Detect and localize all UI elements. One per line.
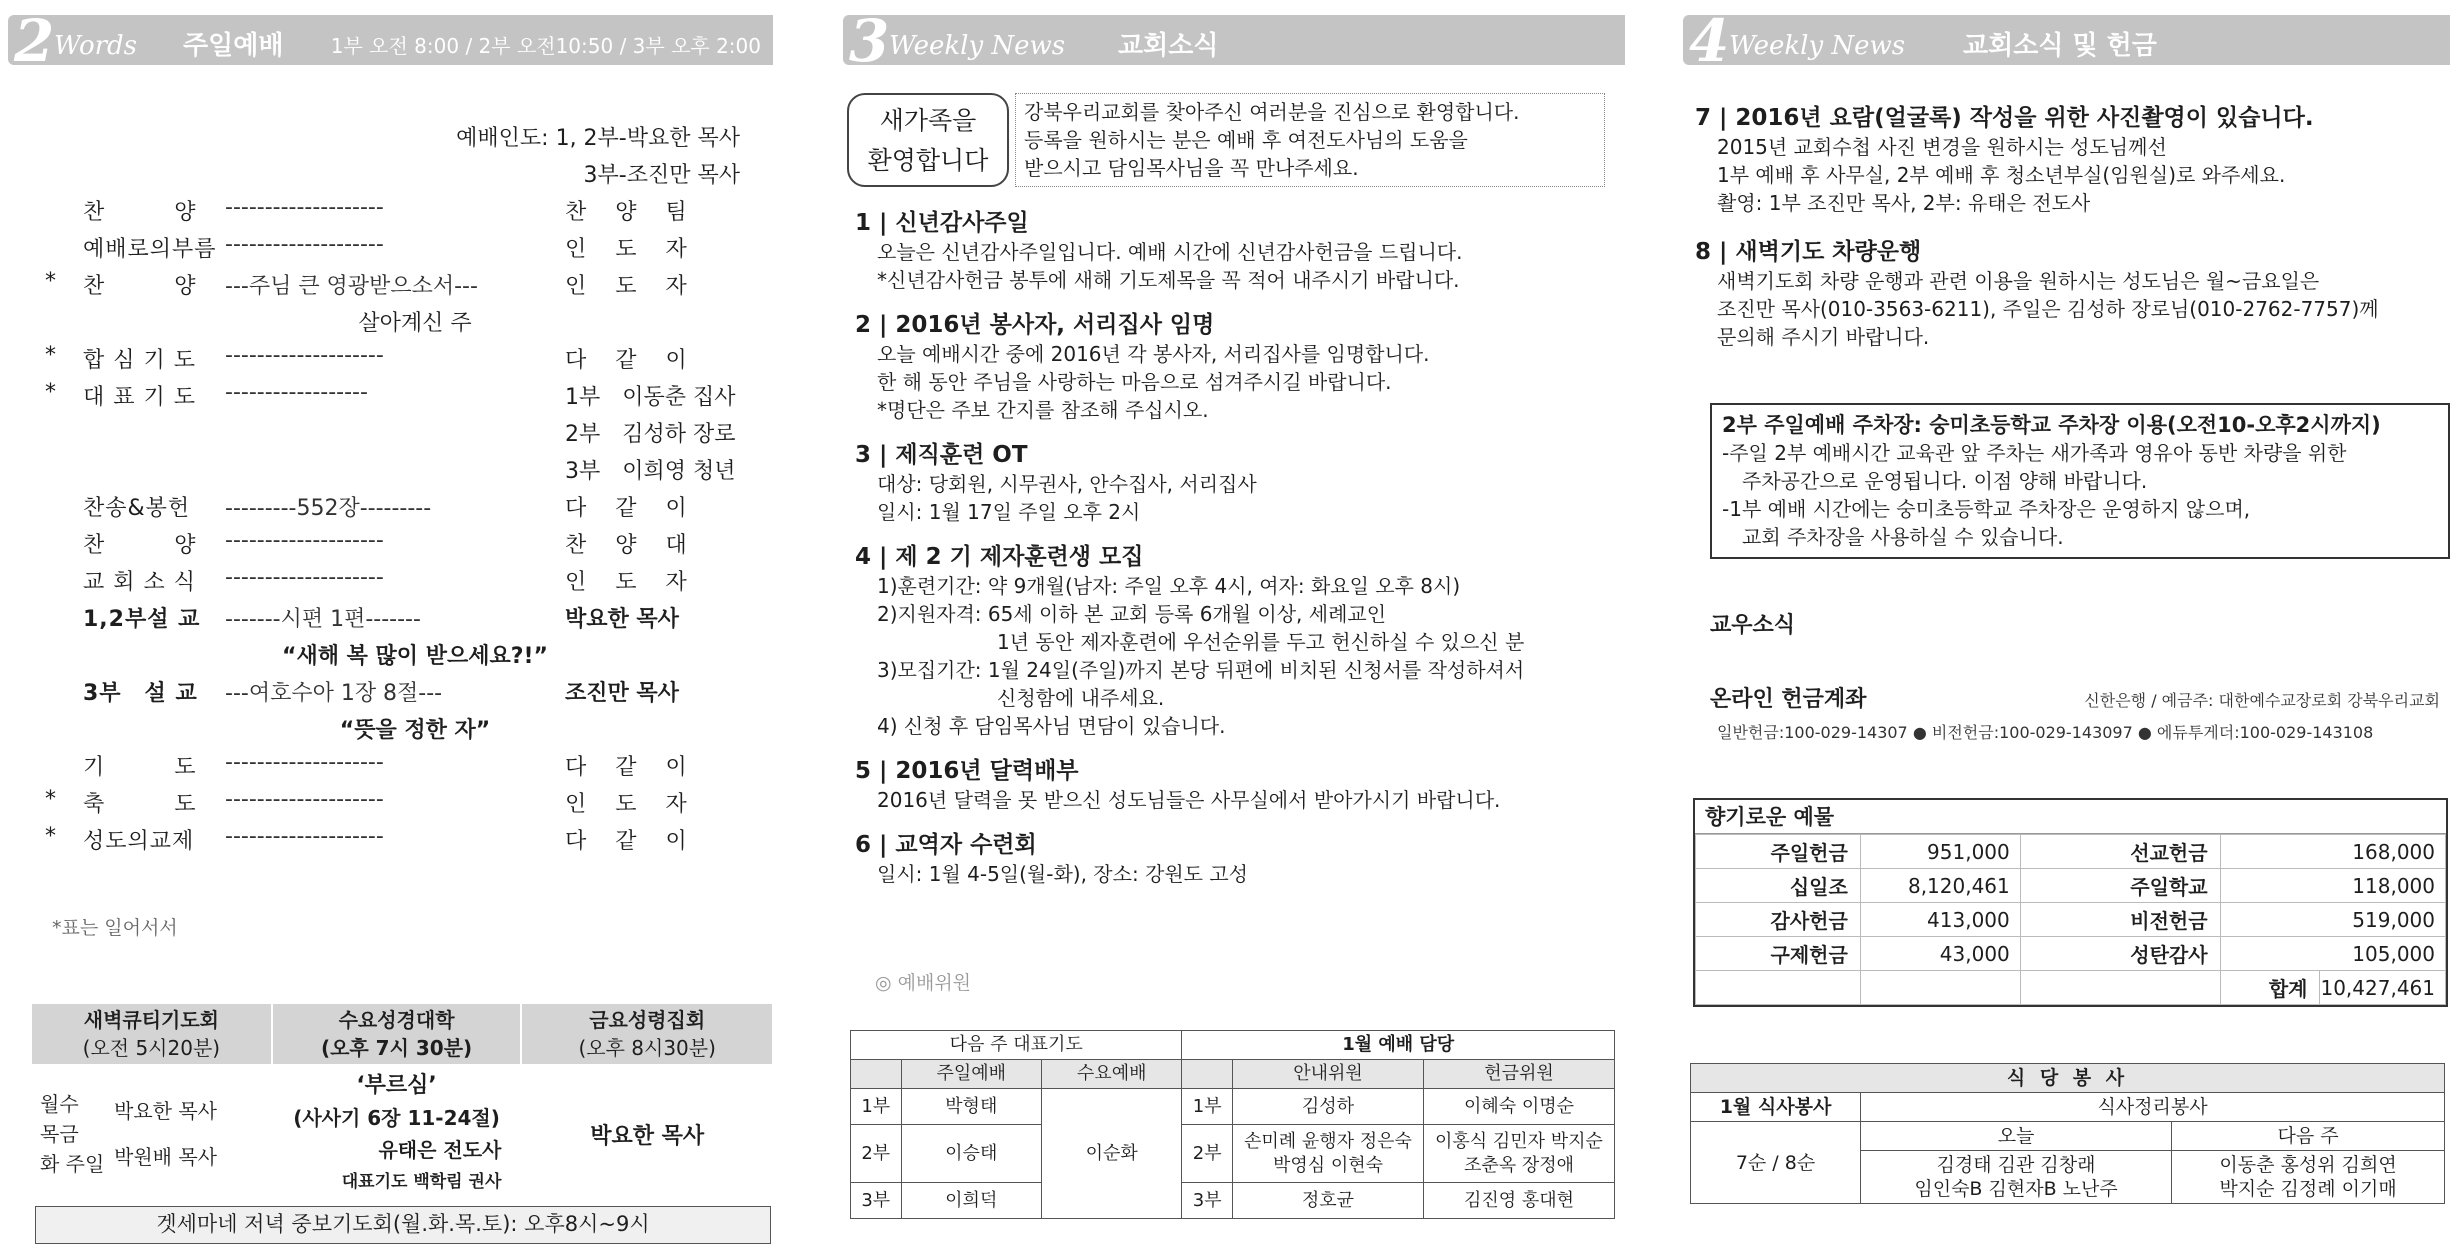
offering-label: 감사헌금 [1696, 903, 1861, 937]
order-item-detail: ---여호수아 1장 8절--- [225, 681, 443, 706]
order-item-name: 3부 설 교 [83, 681, 198, 706]
order-row [45, 565, 745, 602]
news-body-line: *명단은 주보 간지를 참조해 주십시오. [877, 398, 1209, 422]
stand-marker: * [45, 380, 56, 405]
offering-amount: 105,000 [2220, 937, 2445, 971]
news-body-line: 일시: 1월 17일 주일 오후 2시 [877, 500, 1141, 524]
friday-meeting-cell: 박요한 목사 [590, 1123, 705, 1149]
offering-amount: 519,000 [2220, 903, 2445, 937]
order-item-detail: -------------------- [225, 343, 384, 368]
order-item-name: 예배로의부름 [83, 237, 217, 262]
offering-amount: 168,000 [2220, 835, 2445, 869]
page-number: 2 [14, 15, 55, 65]
news-body-line: 2)지원자격: 65세 이하 본 교회 등록 6개월 이상, 세례교인 [877, 602, 1387, 626]
header-title: 주일예배 [183, 31, 284, 61]
header-word: Words [54, 31, 138, 61]
bank-info: 신한은행 / 예금주: 대한예수교장로회 강북우리교회 [2084, 691, 2440, 710]
service-times: 1부 오전 8:00 / 2부 오전10:50 / 3부 오후 2:00 [330, 34, 761, 58]
order-item-leader: 인 도 자 [565, 570, 687, 595]
order-item-leader: 찬 양 팀 [565, 200, 687, 225]
news-item [855, 756, 1615, 814]
order-item-leader: 다 같 이 [565, 496, 687, 521]
section-label: ◎ 예배위원 [875, 972, 972, 994]
news-body-line: 일시: 1월 4-5일(월-화), 장소: 강원도 고성 [877, 862, 1248, 886]
order-item-name: 찬 양 [83, 533, 197, 558]
member-news-title: 교우소식 [1710, 613, 1796, 638]
offering-label: 비전헌금 [2020, 903, 2220, 937]
order-item-detail: -------------------- [225, 787, 384, 812]
news-body-line: 2016년 달력을 못 받으신 성도님들은 사무실에서 받아가시기 바랍니다. [877, 788, 1501, 812]
total-amount: 10,427,461 [2320, 971, 2446, 1005]
order-row [45, 454, 745, 491]
order-item-detail: ---------552장--------- [225, 496, 432, 521]
news-body-line: 3)모집기간: 1월 24일(주일)까지 본당 뒤편에 비치된 신청서를 작성하셔서 [877, 658, 1525, 682]
order-item-name: 찬 양 [83, 274, 197, 299]
page-number: 4 [1689, 15, 1730, 65]
stand-marker: * [45, 824, 56, 849]
order-item-leader: 인 도 자 [565, 237, 687, 262]
order-row [45, 343, 745, 380]
offering-label: 성탄감사 [2020, 937, 2220, 971]
order-item-name: 교 회 소 식 [83, 570, 196, 595]
table-row [1696, 903, 2446, 937]
news-item [1695, 237, 2455, 351]
news-title: 5 | 2016년 달력배부 [855, 758, 1079, 784]
news-title: 8 | 새벽기도 차량운행 [1695, 239, 1922, 265]
order-item-leader: 조진만 목사 [565, 681, 679, 706]
kitchen-service-table: 식 당 봉 사 1월 식사봉사 식사정리봉사 7순 / 8순 오늘 다음 주 김경태 김관 김창래 임인숙B 김현자B 노난주 이동춘 홍성위 김희연 박지순 김정례 이기매 [1690, 1063, 2445, 1204]
order-item-leader: 다 같 이 [565, 829, 687, 854]
order-item-name: 찬송&봉헌 [83, 496, 191, 521]
meeting-header: 금요성령집회 (오후 8시30분) [521, 1004, 773, 1064]
order-item-name: 성도의교제 [83, 829, 195, 854]
news-body-line: 오늘 예배시간 중에 2016년 각 봉사자, 서리집사를 임명합니다. [877, 342, 1430, 366]
offering-amount: 118,000 [2220, 869, 2445, 903]
offering-label: 선교헌금 [2020, 835, 2220, 869]
news-body-line: 4) 신청 후 담임목사님 면담이 있습니다. [877, 714, 1226, 738]
news-body-line: 2015년 교회수첩 사진 변경을 원하시는 성도님께선 [1717, 135, 2167, 159]
news-body-line: 문의해 주시기 바랍니다. [1717, 325, 1930, 349]
order-item-name: 찬 양 [83, 200, 197, 225]
news-body-line: 한 해 동안 주님을 사랑하는 마음으로 섬겨주시길 바랍니다. [877, 370, 1392, 394]
order-item-leader: 인 도 자 [565, 792, 687, 817]
roster-title: 다음 주 대표기도 [851, 1031, 1182, 1060]
news-item [855, 440, 1615, 526]
order-item-name: 기 도 [83, 755, 197, 780]
page-2-worship [0, 0, 780, 1256]
order-subtitle: “새해 복 많이 받으세요?!” [282, 644, 548, 669]
news-body-line: *신년감사헌금 봉투에 새해 기도제목을 꼭 적어 내주시기 바랍니다. [877, 268, 1460, 292]
news-item [855, 830, 1615, 888]
order-item-detail: ---주님 큰 영광받으소서--- [225, 274, 478, 299]
order-row [45, 787, 745, 824]
order-item-leader: 박요한 목사 [565, 607, 679, 632]
welcome-message: 강북우리교회를 찾아주신 여러분을 진심으로 환영합니다. 등록을 원하시는 분은 예배 후 여전도사님의 도움을 받으시고 담임목사님을 꼭 만나주세요. [1015, 93, 1605, 187]
total-label: 합계 [2220, 971, 2320, 1005]
online-offering-title: 온라인 헌금계좌 [1710, 687, 1867, 712]
parking-notice: 2부 주일예배 주차장: 숭미초등학교 주차장 이용(오전10-오후2시까지) -주일 2부 예배시간 교육관 앞 주차는 새가족과 영유아 동반 차량을 위한 주차공간으로 운영됩니다. 이점 양해 바랍니다. -1부 예배 시간에는 숭미초등학교 주차장은 운영하지 않으며, 교회 주차장을 사용하실 수 있습니다. [1710, 403, 2450, 559]
meeting-header: 새벽큐티기도회 (오전 5시20분) [32, 1004, 272, 1064]
order-item-detail: -------------------- [225, 565, 384, 590]
order-row [45, 676, 745, 713]
order-item-detail: -------------------- [225, 750, 384, 775]
order-item-leader: 다 같 이 [565, 348, 687, 373]
leader-line: 3부-조진만 목사 [583, 163, 740, 188]
table-row: 3부 이희덕 3부 정호균 김진영 홍대현 [851, 1183, 1615, 1219]
order-item-detail: -------------------- [225, 195, 384, 220]
header-word: Weekly News [889, 31, 1066, 61]
order-item-detail: ------------------ [225, 380, 368, 405]
order-item-name: 1,2부설 교 [83, 607, 201, 632]
table-row [1696, 869, 2446, 903]
leader-line: 예배인도: 1, 2부-박요한 목사 [456, 126, 740, 151]
page-2-header [8, 15, 773, 65]
worship-leaders [456, 120, 740, 194]
offering-label: 구제헌금 [1696, 937, 1861, 971]
order-row [45, 750, 745, 787]
order-row [45, 602, 745, 639]
order-subtitle: “뜻을 정한 자” [339, 718, 491, 743]
offering-label: 주일학교 [2020, 869, 2220, 903]
order-row [45, 269, 745, 306]
order-row [45, 824, 745, 861]
order-item-leader: 3부 이희영 청년 [565, 459, 736, 484]
news-item [855, 542, 1615, 740]
news-item [855, 310, 1615, 424]
news-body-line: 1부 예배 후 사무실, 2부 예배 후 청소년부실(임원실)로 와주세요. [1717, 163, 2286, 187]
offering-amount: 8,120,461 [1860, 869, 2020, 903]
order-item-leader: 인 도 자 [565, 274, 687, 299]
news-title: 2 | 2016년 봉사자, 서리집사 임명 [855, 312, 1215, 338]
table-row [1696, 835, 2446, 869]
worship-order [45, 195, 745, 861]
news-body-line: 오늘은 신년감사주일입니다. 예배 시간에 신년감사헌금을 드립니다. [877, 240, 1463, 264]
worship-roster-table: 다음 주 대표기도 1월 예배 담당 주일예배 수요예배 안내위원 헌금위원 1부 박형태 이순화 1부 김성하 이혜숙 이명순 2부 이승태 2부 손미례 윤행자 정은숙 박영심 이현숙 이홍식 김민자 박지순 조춘옥 장정애 3부 이희덕 3부 정호균 김진영 홍대현 [850, 1030, 1615, 1219]
news-body-line: 신청함에 내주세요. [877, 686, 1165, 710]
page-number: 3 [849, 15, 890, 65]
table-row [1696, 937, 2446, 971]
welcome-badge: 새가족을 환영합니다 [847, 93, 1009, 187]
wednesday-bible-cell: ‘부르심’ (사사기 6장 11-24절) 유태은 전도사 대표기도 백학림 권사 [293, 1073, 502, 1192]
news-body-line: 새벽기도회 차량 운행과 관련 이용을 원하시는 성도님은 월~금요일은 [1717, 269, 2320, 293]
order-item-leader: 찬 양 대 [565, 533, 687, 558]
order-item-detail: -------------------- [225, 232, 384, 257]
news-title: 3 | 제직훈련 OT [855, 442, 1028, 468]
order-subtitle: 살아계신 주 [358, 311, 472, 336]
stand-marker: * [45, 787, 56, 812]
order-item-detail: -------------------- [225, 528, 384, 553]
stand-marker: * [45, 343, 56, 368]
order-item-leader: 1부 이동춘 집사 [565, 385, 736, 410]
weekly-meetings-table [32, 1004, 774, 1204]
news-body-line: 1년 동안 제자훈련에 우선순위를 두고 헌신하실 수 있으신 분 [877, 630, 1525, 654]
offering-label: 주일헌금 [1696, 835, 1861, 869]
order-row [45, 491, 745, 528]
order-item-detail: -------시편 1편------- [225, 607, 421, 632]
offering-table: 향기로운 예물 주일헌금 951,000 선교헌금 168,000 십일조 8,120,461 주일학교 118,000 감사헌금 413,000 비전헌금 519,000 구제헌금 43,000 성탄감사 105,000 합계 10,427,461 [1693, 798, 2448, 1007]
offering-amount: 951,000 [1860, 835, 2020, 869]
news-item [855, 208, 1615, 294]
order-row [45, 380, 745, 417]
news-item [1695, 103, 2455, 217]
news-title: 7 | 2016년 요람(얼굴록) 작성을 위한 사진촬영이 있습니다. [1695, 105, 2314, 131]
news-title: 1 | 신년감사주일 [855, 210, 1029, 236]
roster-title: 1월 예배 담당 [1182, 1031, 1615, 1060]
order-item-detail: -------------------- [225, 824, 384, 849]
page-4-header [1683, 15, 2450, 65]
order-row [45, 528, 745, 565]
offering-amount: 413,000 [1860, 903, 2020, 937]
meeting-header: 수요성경대학 (오후 7시 30분) [272, 1004, 522, 1064]
intercession-footer: 겟세마네 저녁 중보기도회(월.화.목.토): 오후8시~9시 [35, 1206, 771, 1244]
dawn-prayer-cell: 월수 목금 화 주일 박요한 목사 박원배 목사 [40, 1092, 217, 1176]
page-3-news [835, 0, 1625, 1256]
news-title: 4 | 제 2 기 제자훈련생 모집 [855, 544, 1144, 570]
order-item-name: 대 표 기 도 [83, 385, 196, 410]
account-numbers: 일반헌금:100-029-14307 ● 비전헌금:100-029-143097 ● 에듀투게더:100-029-143108 [1717, 723, 2374, 742]
news-body-line: 대상: 당회원, 시무권사, 안수집사, 서리집사 [877, 472, 1257, 496]
standing-note: *표는 일어서서 [52, 917, 178, 939]
news-title: 6 | 교역자 수련회 [855, 832, 1037, 858]
header-title: 교회소식 및 헌금 [1963, 31, 2157, 61]
offering-label: 십일조 [1696, 869, 1861, 903]
page-4-news-offering [1675, 0, 2460, 1256]
news-body-line: 촬영: 1부 조진만 목사, 2부: 유태은 전도사 [1717, 191, 2091, 215]
order-row [45, 232, 745, 269]
news-body-line: 조진만 목사(010-3563-6211), 주일은 김성하 장로님(010-2762-7757)께 [1717, 297, 2379, 321]
order-item-leader: 다 같 이 [565, 755, 687, 780]
order-item-name: 합 심 기 도 [83, 348, 196, 373]
table-row: 1부 박형태 이순화 1부 김성하 이혜숙 이명순 [851, 1089, 1615, 1125]
news-body-line: 1)훈련기간: 약 9개월(남자: 주일 오후 4시, 여자: 화요일 오후 8시) [877, 574, 1461, 598]
table-row: 2부 이승태 2부 손미례 윤행자 정은숙 박영심 이현숙 이홍식 김민자 박지순 조춘옥 장정애 [851, 1125, 1615, 1183]
order-row [45, 417, 745, 454]
header-title: 교회소식 [1118, 31, 1219, 61]
order-item-leader: 2부 김성하 장로 [565, 422, 736, 447]
order-row [45, 195, 745, 232]
stand-marker: * [45, 269, 56, 294]
header-word: Weekly News [1729, 31, 1906, 61]
offering-amount: 43,000 [1860, 937, 2020, 971]
order-item-name: 축 도 [83, 792, 197, 817]
page-3-header [843, 15, 1625, 65]
